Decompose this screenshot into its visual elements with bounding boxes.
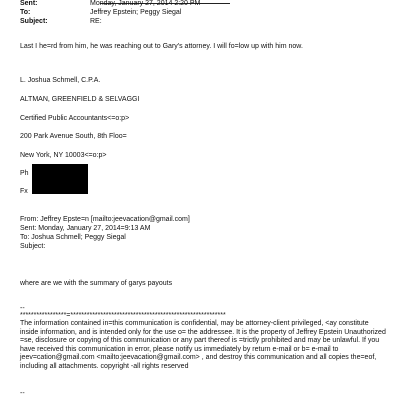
header-sent-value: Monday, January 27, 2014 2:20 PM — [90, 0, 201, 7]
header-subject-row — [20, 18, 102, 26]
disclaimer-line: =se, disclosure or copying of this communication or any part thereof is =trictly prohibited and may be unlawful. If you — [20, 337, 380, 345]
header-to-label: To: — [20, 9, 31, 16]
quoted-to-line: To: Joshua Schmell; Peggy Siegal — [20, 234, 126, 241]
disclaimer-line: including all attachments. copyright -all rights reserved — [20, 362, 189, 370]
header-sent-label: Sent: — [20, 0, 38, 7]
signature-phone-prefix: Ph — [20, 170, 29, 177]
disclaimer-line: inside information, and is intended only for the use o= the addressee. It is the property of Jeffrey Epstein Unauthorized — [20, 328, 386, 336]
signature-fax-prefix: Fx — [20, 188, 28, 195]
header-subject-label: Subject: — [20, 18, 48, 25]
signature-title: Certified Public Accountants<=o:p> — [20, 115, 130, 122]
redaction-block — [32, 164, 88, 194]
disclaimer-line: have received this communication in error, please notify us immediately by return e-mail or b= e-mail to — [20, 345, 339, 353]
signature-name: L. Joshua Schmell, C.P.A. — [20, 77, 101, 84]
footer-bottom-dash: -- — [20, 390, 25, 397]
confidentiality-disclaimer — [20, 320, 385, 372]
reply-message: Last I he=rd from him, he was reaching out to Gary's attorney. I will fo=low up with him now. — [20, 43, 303, 50]
quoted-message: where are we with the summary of garys payouts — [20, 280, 173, 287]
disclaimer-line: jeev=cation@gmail.com <mailto:jeevacation@gmail.com> , and destroy this communication and all copies the=eof, — [20, 354, 377, 362]
signature-address-line-2: New York, NY 10003<=o:p> — [20, 152, 107, 159]
header-subject-value: RE: — [90, 18, 102, 25]
signature-address-line-1: 200 Park Avenue South, 8th Floo= — [20, 133, 127, 140]
footer-dash: -- — [20, 305, 25, 312]
header-to-row — [20, 9, 181, 17]
disclaimer-line: The information contained in=this communication is confidential, may be attorney-client privileged, <ay constitute — [20, 320, 369, 327]
quoted-from-line: From: Jeffrey Epste=n [mailto:jeevacation@gmail.com] — [20, 216, 190, 223]
signature-firm: ALTMAN, GREENFIELD & SELVAGGI — [20, 96, 140, 103]
header-to-value: Jeffrey Epstein; Peggy Siegal — [90, 9, 182, 16]
quoted-subject-line: Subject: — [20, 243, 46, 250]
footer-star-divider: *****************=********************************************************* — [20, 312, 226, 319]
header-sent-row — [20, 0, 200, 8]
quoted-sent-line: Sent: Monday, January 27, 2014=9:13 AM — [20, 225, 151, 232]
